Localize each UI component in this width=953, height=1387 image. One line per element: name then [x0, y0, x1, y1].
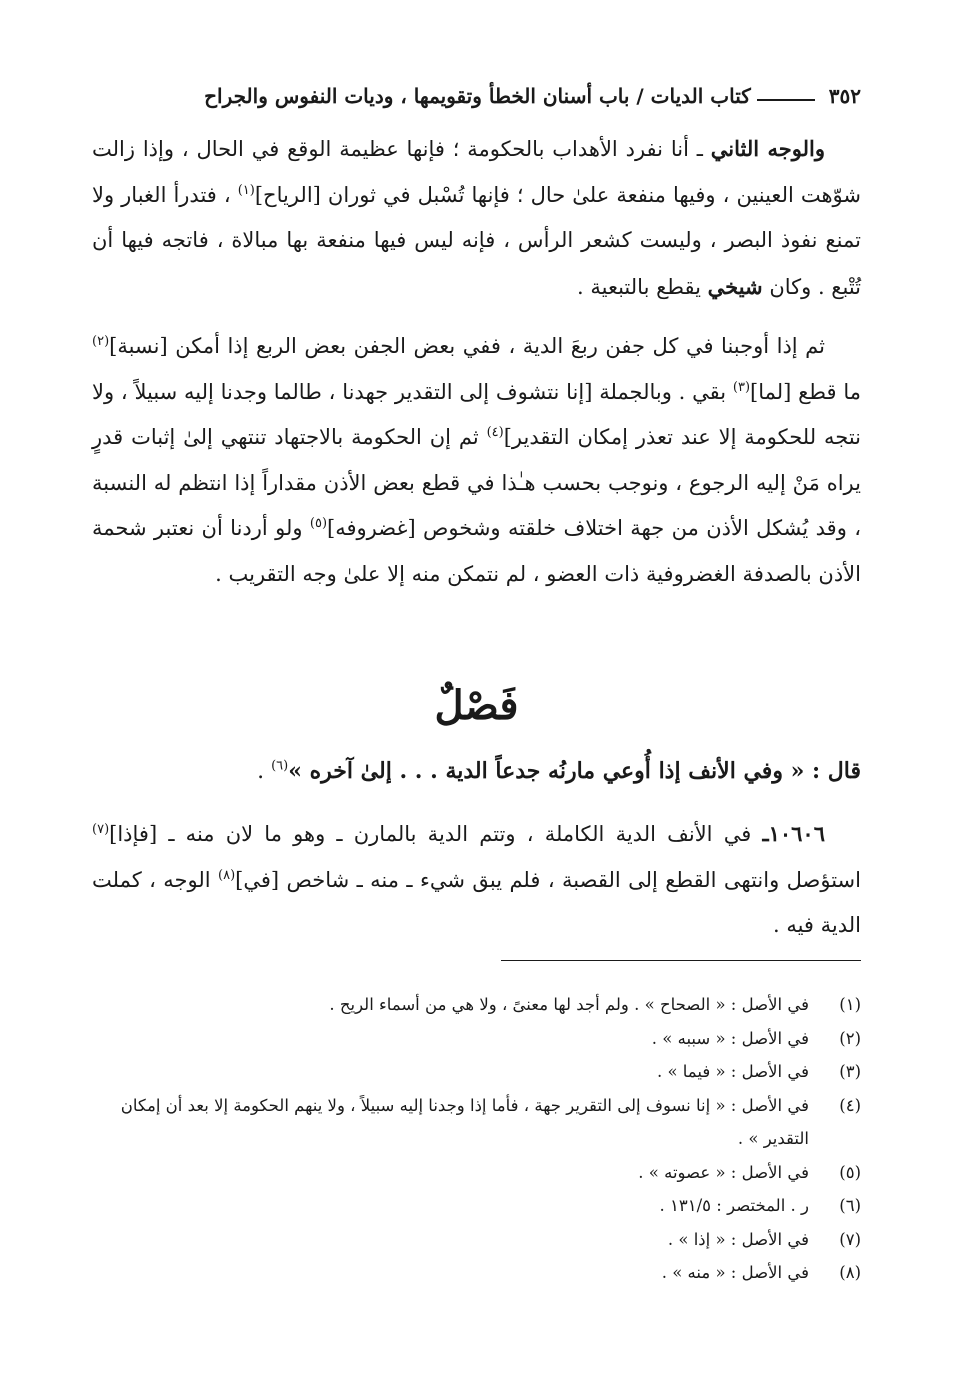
footnote-text: في الأصل : « سببه » .: [651, 1028, 809, 1048]
footnote: [92, 1189, 861, 1223]
footnote: [92, 1055, 861, 1089]
footnote-number: (٣): [839, 1062, 861, 1081]
footnote: [92, 1256, 861, 1290]
text-run: ثم إن الحكومة بالاجتهاد تنتهي إلىٰ إثبات قدرٍ يراه مَنْ إليه الرجوع ، ونوجب بحسب هـٰذا في قطع بعض الأذن مقداراً إذا انتظم له النسبة ، وقد يُشكل الأذن من جهة اختلاف خلقته وشخوص [غضروفه]: [92, 425, 861, 540]
footnote-ref: (٢): [92, 334, 110, 349]
text-run: ثم إذا أوجبنا في كل جفن ربعَ الدية ، ففي بعض الجفن بعض الربع إذا أمكن [نسبة]: [109, 334, 825, 358]
text-run: ـ أنا نفرد الأهداب بالحكومة ؛ فإنها عظيمة الوقع في الحال ، وإذا زالت شوّهت العينين ، وفيها منفعة علىٰ حال ؛ فإنها تُسْبل في ثوران [الرياح]: [92, 137, 861, 207]
text-run: يقطع بالتبعية .: [577, 274, 708, 299]
running-title: كتاب الديات / باب أسنان الخطأ وتقويمها ، وديات النفوس والجراح: [204, 84, 751, 108]
issue-number: ١٠٦٠٦ـ: [762, 821, 825, 846]
main-text: [92, 126, 861, 597]
footnote-number: (١): [839, 995, 861, 1014]
footnote-ref: (٥): [309, 516, 328, 531]
footnote-ref: (٤): [486, 425, 504, 440]
footnote-text: في الأصل : « الصحاح » . ولم أجد لها معنىً ، ولا هي من أسماء الريح .: [329, 995, 809, 1014]
footnote-text: في الأصل : « فيما » .: [656, 1062, 809, 1081]
bold-term: شيخي: [707, 273, 763, 299]
text-run: ولو أردنا أن نعتبر شحمة الأذن بالصدفة الغضروفية ذات العضو ، لم نتمكن منه إلا علىٰ وجه التقريب .: [92, 516, 861, 586]
footnote-number: (٦): [839, 1196, 861, 1215]
footnote-number: (٥): [839, 1162, 861, 1182]
footnote: [92, 1156, 861, 1190]
footnote-number: (٢): [839, 1028, 861, 1048]
paragraph-2: [92, 324, 861, 597]
footnote-separator: [501, 960, 861, 961]
quote-line: [92, 748, 861, 795]
footnote-ref: (٧): [92, 822, 110, 837]
footnote-text: في الأصل : « إنا نسوف إلى التقرير جهة ، فأما إذا وجدنا إليه سبيلاً ، ولا ينهم الحكومة إلا بعد أن إمكان التقدير » .: [120, 1095, 809, 1148]
footnote: [92, 1223, 861, 1257]
text-run: ، فتدرأ الغبار ولا تمنع نفوذ البصر ، وليست كشعر الرأس ، فإنه ليس فيها منفعة بها مبالاة ، فاتجه فيها أن تُتْبع . وكان: [92, 182, 861, 299]
section-heading: فَصْلٌ: [434, 682, 519, 729]
header-rule: [757, 99, 815, 101]
text-run: ما قطع [لما]: [750, 379, 862, 404]
footnote-ref: (٨): [218, 867, 236, 883]
footnotes: [92, 988, 861, 1290]
paragraph-1: [92, 126, 861, 310]
text-run: الوجه ، كملت الدية فيه .: [92, 867, 861, 937]
footnote: [92, 1089, 861, 1156]
footnote-number: (٧): [839, 1229, 861, 1249]
running-header: [92, 76, 861, 116]
footnote-ref: (١): [237, 182, 255, 198]
text-run: استؤصل وانتهى القطع إلى القصبة ، فلم يبق شيء ـ منه ـ شاخص [في]: [235, 867, 861, 892]
quote-text: « وفي الأنف إذا أُوعي مارنُه جدعاً الدية . . . إلىٰ آخره »: [288, 758, 813, 784]
text-run: في الأنف الدية الكاملة ، وتتم الدية بالمارن ـ وهو ما لان منه ـ [فإذا]: [109, 822, 763, 846]
footnote-text: في الأصل : « عصوته » .: [638, 1162, 809, 1182]
footnote-number: (٤): [839, 1095, 861, 1115]
page-number: ٣٥٢: [828, 84, 861, 108]
footnote: [92, 988, 861, 1022]
paragraph-lead: والوجه الثاني: [710, 136, 826, 161]
paragraph-3: [92, 811, 861, 949]
footnote-text: في الأصل : « منه » .: [661, 1263, 809, 1282]
footnote: [92, 1022, 861, 1056]
text-run: .: [257, 759, 272, 784]
footnote-text: في الأصل : « إذا » .: [667, 1229, 809, 1249]
text-run: بقي . وبالجملة [إنا نتشوف إلى التقدير جهدنا ، طالما وجدنا إليه سبيلاً ، ولا نتجه للحكومة إلا عند تعذر إمكان التقدير]: [92, 379, 862, 449]
footnote-ref: (٣): [732, 379, 751, 395]
footnote-text: ر . المختصر : ١٣١/٥ .: [659, 1196, 809, 1215]
footnote-ref: (٦): [271, 758, 289, 774]
quote-block: [92, 748, 861, 949]
footnote-number: (٨): [839, 1263, 861, 1282]
quote-label: قال :: [812, 758, 861, 784]
